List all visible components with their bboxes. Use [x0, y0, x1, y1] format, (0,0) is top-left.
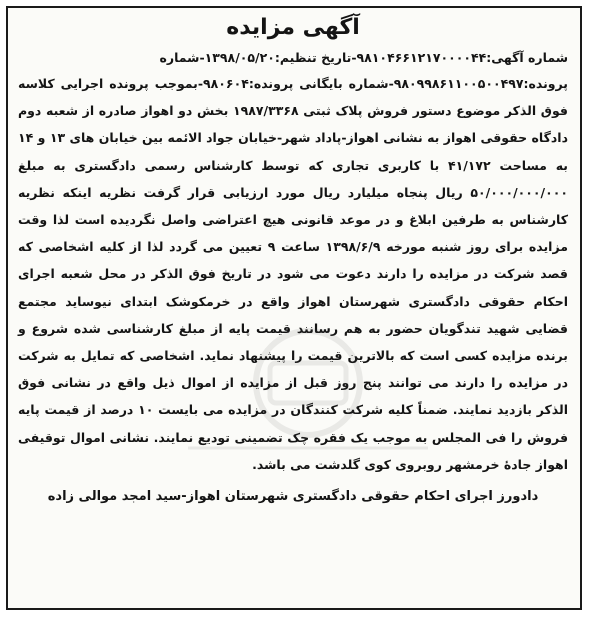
notice-paper — [6, 6, 582, 610]
notice-meta — [18, 46, 568, 70]
notice-footer-signature: دادورز اجرای احکام حقوقی دادگستری شهرستان اهواز-سید امجد موالی زاده — [47, 489, 539, 505]
notice-meta-line: شماره آگهی:۹۸۱۰۴۶۶۱۲۱۷۰۰۰۰۴۴-تاریخ تنظیم:۱۳۹۸/۰۵/۲۰-شماره — [159, 50, 568, 65]
notice-body: پرونده:۹۸۰۹۹۸۶۱۱۰۰۵۰۰۴۹۷-شماره بایگانی پرونده:۹۸۰۶۰۴-بموجب پرونده اجرایی کلاسه فوق الذکر موضوع دستور فروش پلاک ثبتی ۱۹۸۷/۳۳۶۸ بخش دو اهواز صادره از شعبه دوم دادگاه حقوقی اهواز به نشانی اهواز-پاداد شهر-خیابان جواد الائمه بین خیابان های ۱۳ و ۱۴ به مساحت ۴۱/۱۷۲ با کاربری تجاری که توسط کارشناس رسمی دادگستری به مبلغ ۵۰/۰۰۰/۰۰۰/۰۰۰ ریال پنجاه میلیارد ریال مورد ارزیابی قرار گرفت نظریه اینکه نظریه کارشناس به طرفین ابلاغ و در موعد قانونی هیچ اعتراضی واصل نگردیده است لذا وقت مزایده برای روز شنبه مورخه ۱۳۹۸/۶/۹ ساعت ۹ تعیین می گردد لذا از کلیه اشخاصی که قصد شرکت در مزایده را دارند دعوت می شود در تاریخ فوق الذکر در محل شعبه اجرای احکام حقوقی دادگستری شهرستان اهواز واقع در خرمکوشک ابتدای نیوساید مجتمع قضایی شهید تندگویان حضور به هم رسانند قیمت پایه از مبلغ کارشناسی شده شروع و برنده مزایده کسی است که بالاترین قیمت را پیشنهاد نماید. اشخاصی که تمایل به شرکت در مزایده را دارند می توانند پنج روز قبل از مزایده از اموال ذیل واقع در نشانی فوق الذکر بازدید نمایند. ضمناً کلیه شرکت کنندگان در مزایده می بایست ۱۰ درصد از قیمت پایه فروش را فی المجلس به موجب یک فقره چک تضمینی تودیع نمایند. نشانی اموال توقیفی اهواز جادۀ خرمشهر روبروی کوی گلدشت می باشد. — [18, 76, 569, 472]
notice-title: آگهی مزایده — [226, 15, 360, 40]
